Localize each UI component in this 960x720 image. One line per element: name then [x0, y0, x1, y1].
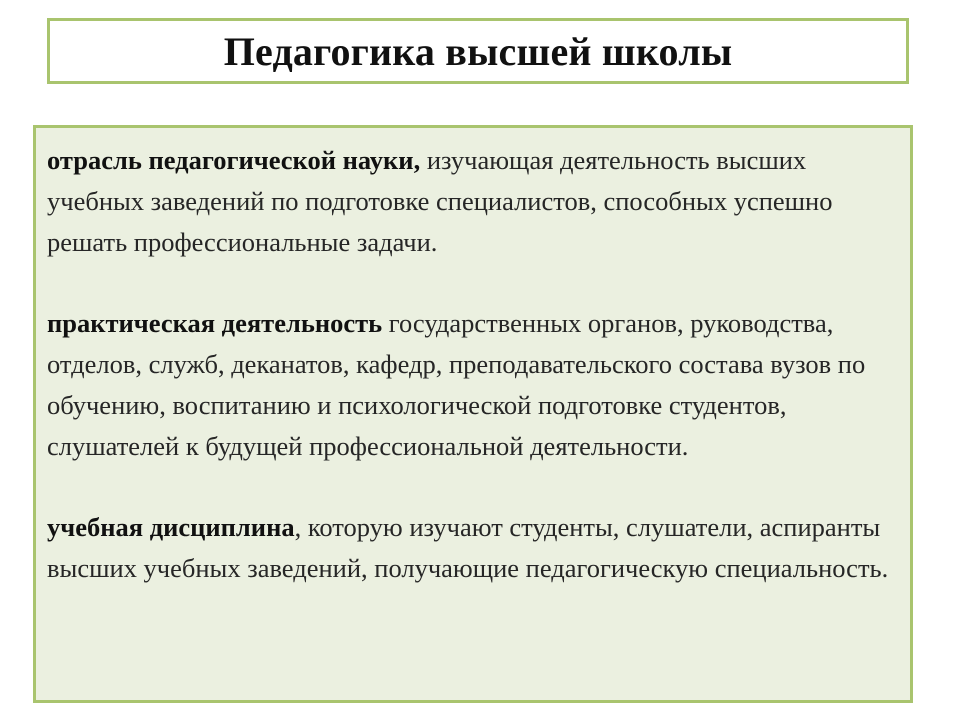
- title-frame: [47, 18, 909, 84]
- definition-term-2: практическая деятельность: [47, 308, 383, 338]
- definition-paragraph-2: [47, 303, 896, 467]
- definitions-panel: [33, 125, 913, 703]
- definition-term-1: отрасль педагогической науки,: [47, 145, 421, 175]
- definition-text-1: изучающая деятельность высших учебных заведений по подготовке специалистов, способных успешно решать профессиональные задачи.: [47, 145, 833, 257]
- definition-text-3: , которую изучают студенты, слушатели, аспиранты высших учебных заведений, получающие педагогическую специальность.: [47, 512, 889, 583]
- definition-paragraph-1: [47, 140, 896, 263]
- definition-term-3: учебная дисциплина: [47, 512, 295, 542]
- definition-paragraph-3: [47, 507, 896, 589]
- definition-text-2: государственных органов, руководства, отделов, служб, деканатов, кафедр, преподавательского состава вузов по обучению, воспитанию и психологической подготовке студентов, слушателей к будущей профессиональной деятельности.: [47, 308, 866, 461]
- slide-title: Педагогика высшей школы: [223, 28, 733, 74]
